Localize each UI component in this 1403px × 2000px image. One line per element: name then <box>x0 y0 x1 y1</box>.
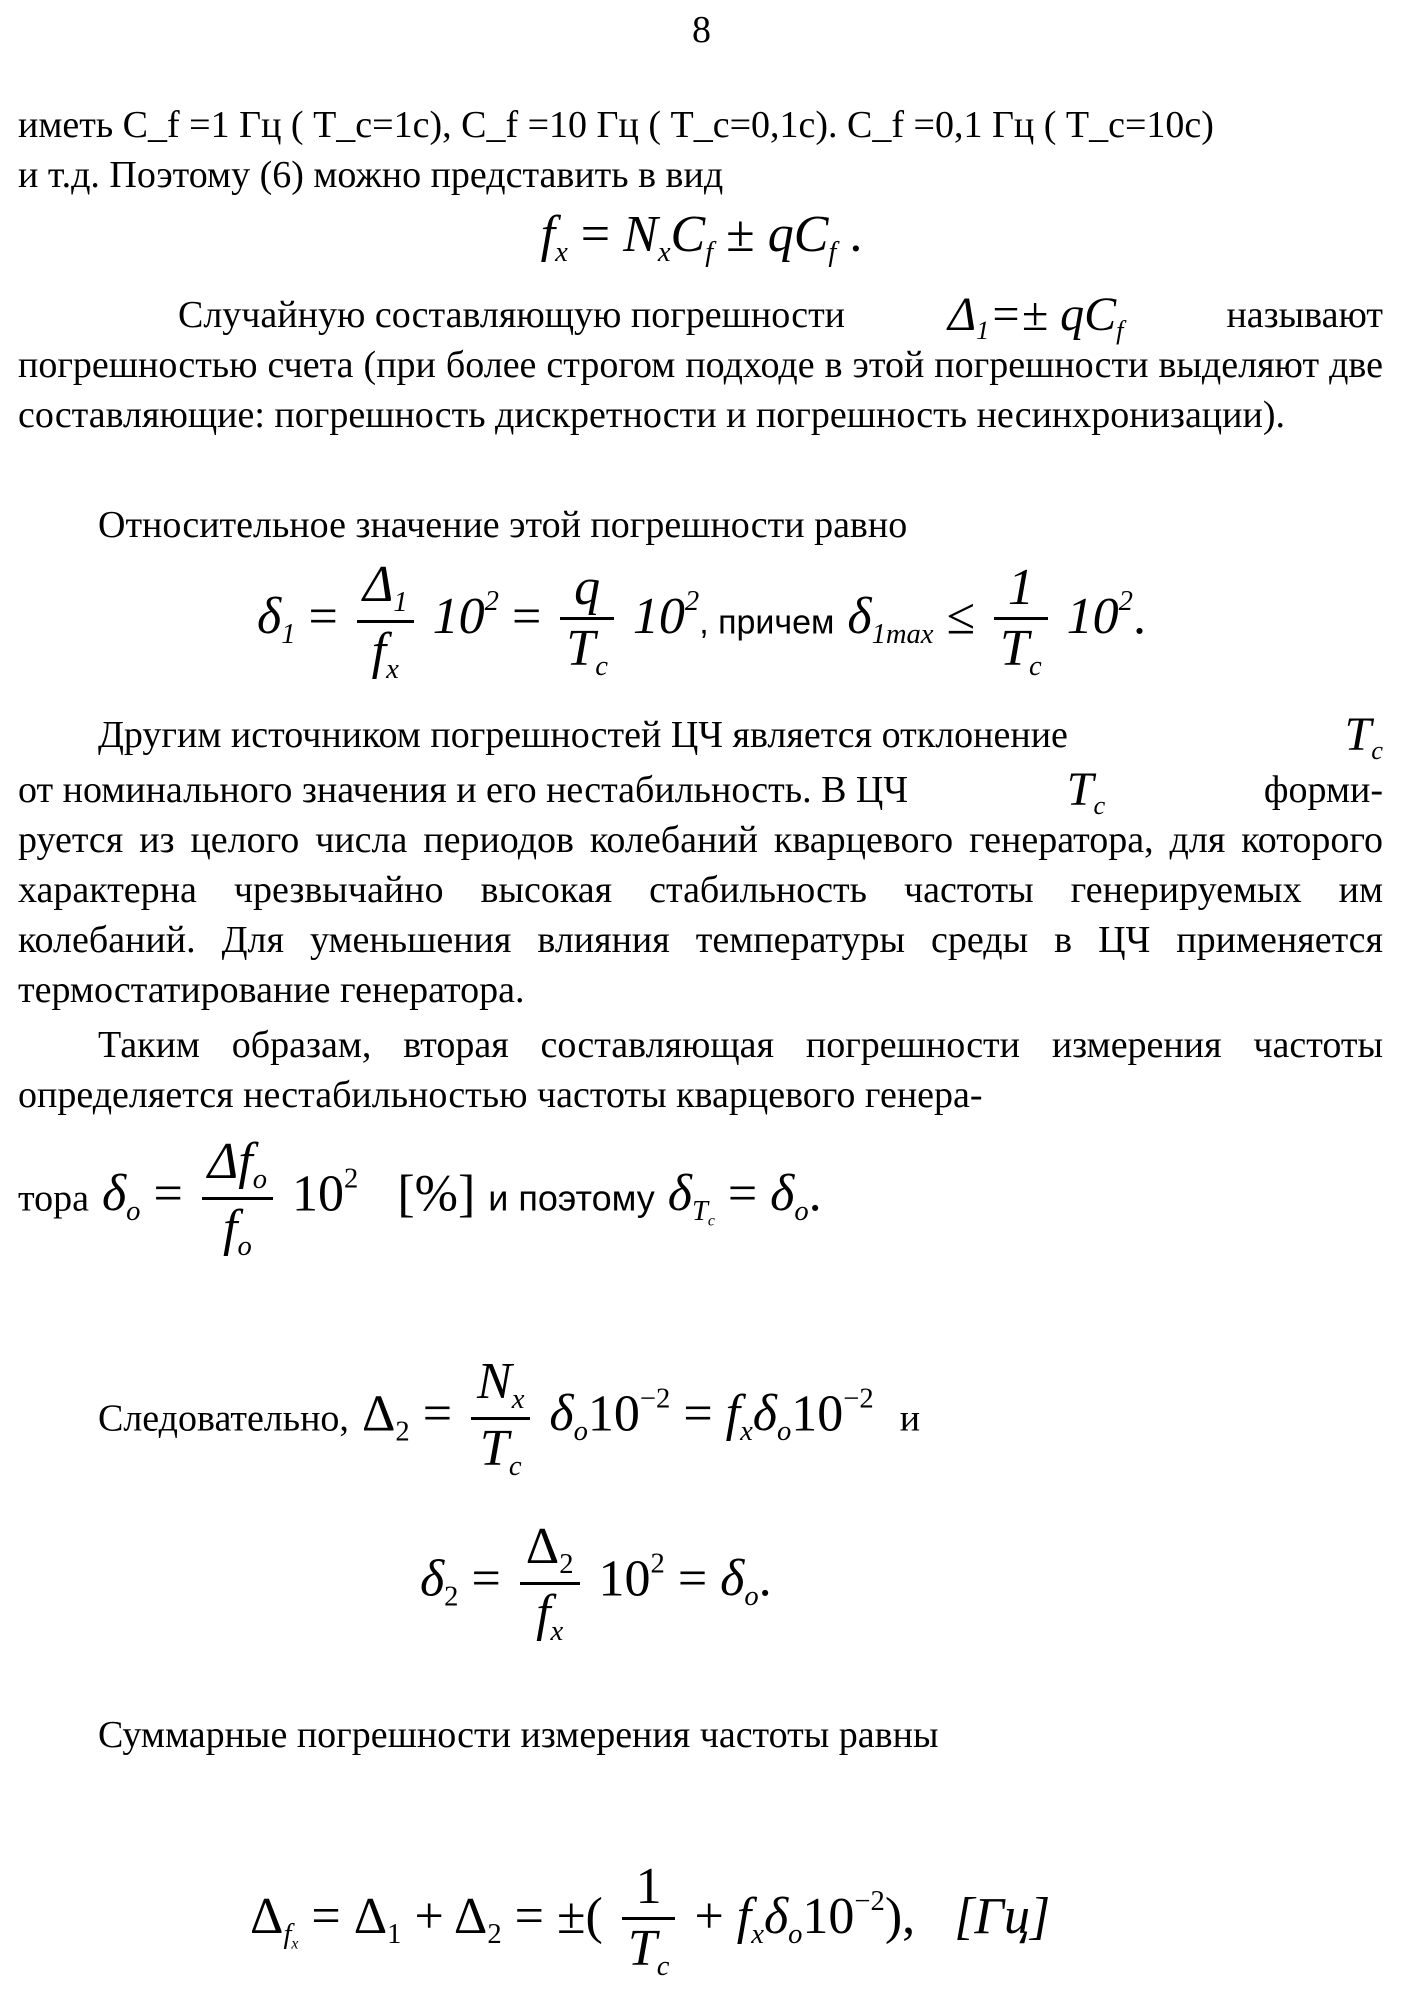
equation-fx: $f_x = N_xC_f \pm qC_f$ . <box>540 206 863 268</box>
paragraph-4-start: Другим источником погрешностей ЦЧ является отклонение <box>98 714 1068 756</box>
paragraph-1-line-1 <box>18 100 1383 150</box>
para5-unit: [%] <box>397 1165 476 1223</box>
paragraph-3: Относительное значение этой погрешности равно <box>98 504 908 546</box>
paragraph-4-line-2a: от номинального значения и его нестабильность. В ЦЧ <box>18 769 909 811</box>
final-unit: [Гц] <box>954 1887 1051 1945</box>
paragraph-2-rest: погрешностью счета (при более строгом подходе в этой погрешности выделяют две составляющие: погрешность дискретности и погрешность несинхронизации). <box>18 344 1383 436</box>
para6-and: и <box>899 1397 921 1440</box>
page-number: 8 <box>692 9 711 51</box>
paragraph-1-text: иметь C_f =1 Гц ( T_c=1c), C_f =10 Гц ( T_c=0,1c). C_f =0,1 Гц ( T_c=10c) <box>18 104 1214 146</box>
paragraph-4-line-2b: форми- <box>1263 769 1383 811</box>
tc-symbol-2: $T_c$ <box>1066 763 1106 821</box>
paragraph-2-start: Случайную составляющую погрешности <box>178 294 846 336</box>
equation-total: $\Delta_{f_x} = \Delta_1 + \Delta_2$ = ±( $\frac{1}{T_c}$ + $f_x\delta_o10^{-2}$), [Гц] <box>250 1858 1051 1982</box>
paragraph-2-word: называют <box>1226 294 1383 336</box>
paragraph-7: Суммарные погрешности измерения частоты равны <box>98 1714 939 1756</box>
paragraph-5: Таким образам, вторая составляющая погрешности измерения частоты определяется нестабильностью частоты кварцевого генера- <box>18 1024 1383 1116</box>
equation-delta2-rel: $\delta_2$ = $\frac{\Delta_2}{f_x}$ $10^2 = \delta_o$. <box>420 1518 772 1648</box>
paragraph-1-line-2: и т.д. Поэтому (6) можно представить в вид <box>18 154 724 196</box>
para5-and: и поэтому <box>488 1177 655 1219</box>
equation-delta-o: тора $\delta_o$ = $\frac{\Delta f_o}{f_o}$ $10^2$ [%] и поэтому $\delta_{T_c} = \delta_o$. <box>18 1133 822 1263</box>
para6-start: Следовательно, <box>98 1397 349 1440</box>
eq2-word: , причем <box>699 603 835 642</box>
para5-tora: тора <box>18 1177 89 1220</box>
paragraph-4-rest: руется из целого числа периодов колебаний кварцевого генератора, для которого характерна чрезвычайно высокая стабильность частоты генерируемых им колебаний. Для уменьшения влияния температуры среды в ЦЧ применяется термостатирование генератора. <box>18 819 1383 1011</box>
delta1-formula: $\Delta_1=\pm qC_f$ <box>948 288 1124 346</box>
tc-symbol: $T_c$ <box>1344 708 1383 766</box>
equation-delta1: $\delta_1$ = $\frac{\Delta_1}{f_x}$ $10^2$ = $\frac{q}{T_c}$ $10^2$, причем $\delta_{1max}$ ≤ $\frac{1}{T_c}$ $10^2$. <box>257 556 1146 686</box>
equation-delta2: Следовательно, $\Delta_2$ = $\frac{N_x}{T_c}$ $\delta_o10^{-2} = f_x\delta_o10^{-2}$ и <box>98 1353 921 1483</box>
